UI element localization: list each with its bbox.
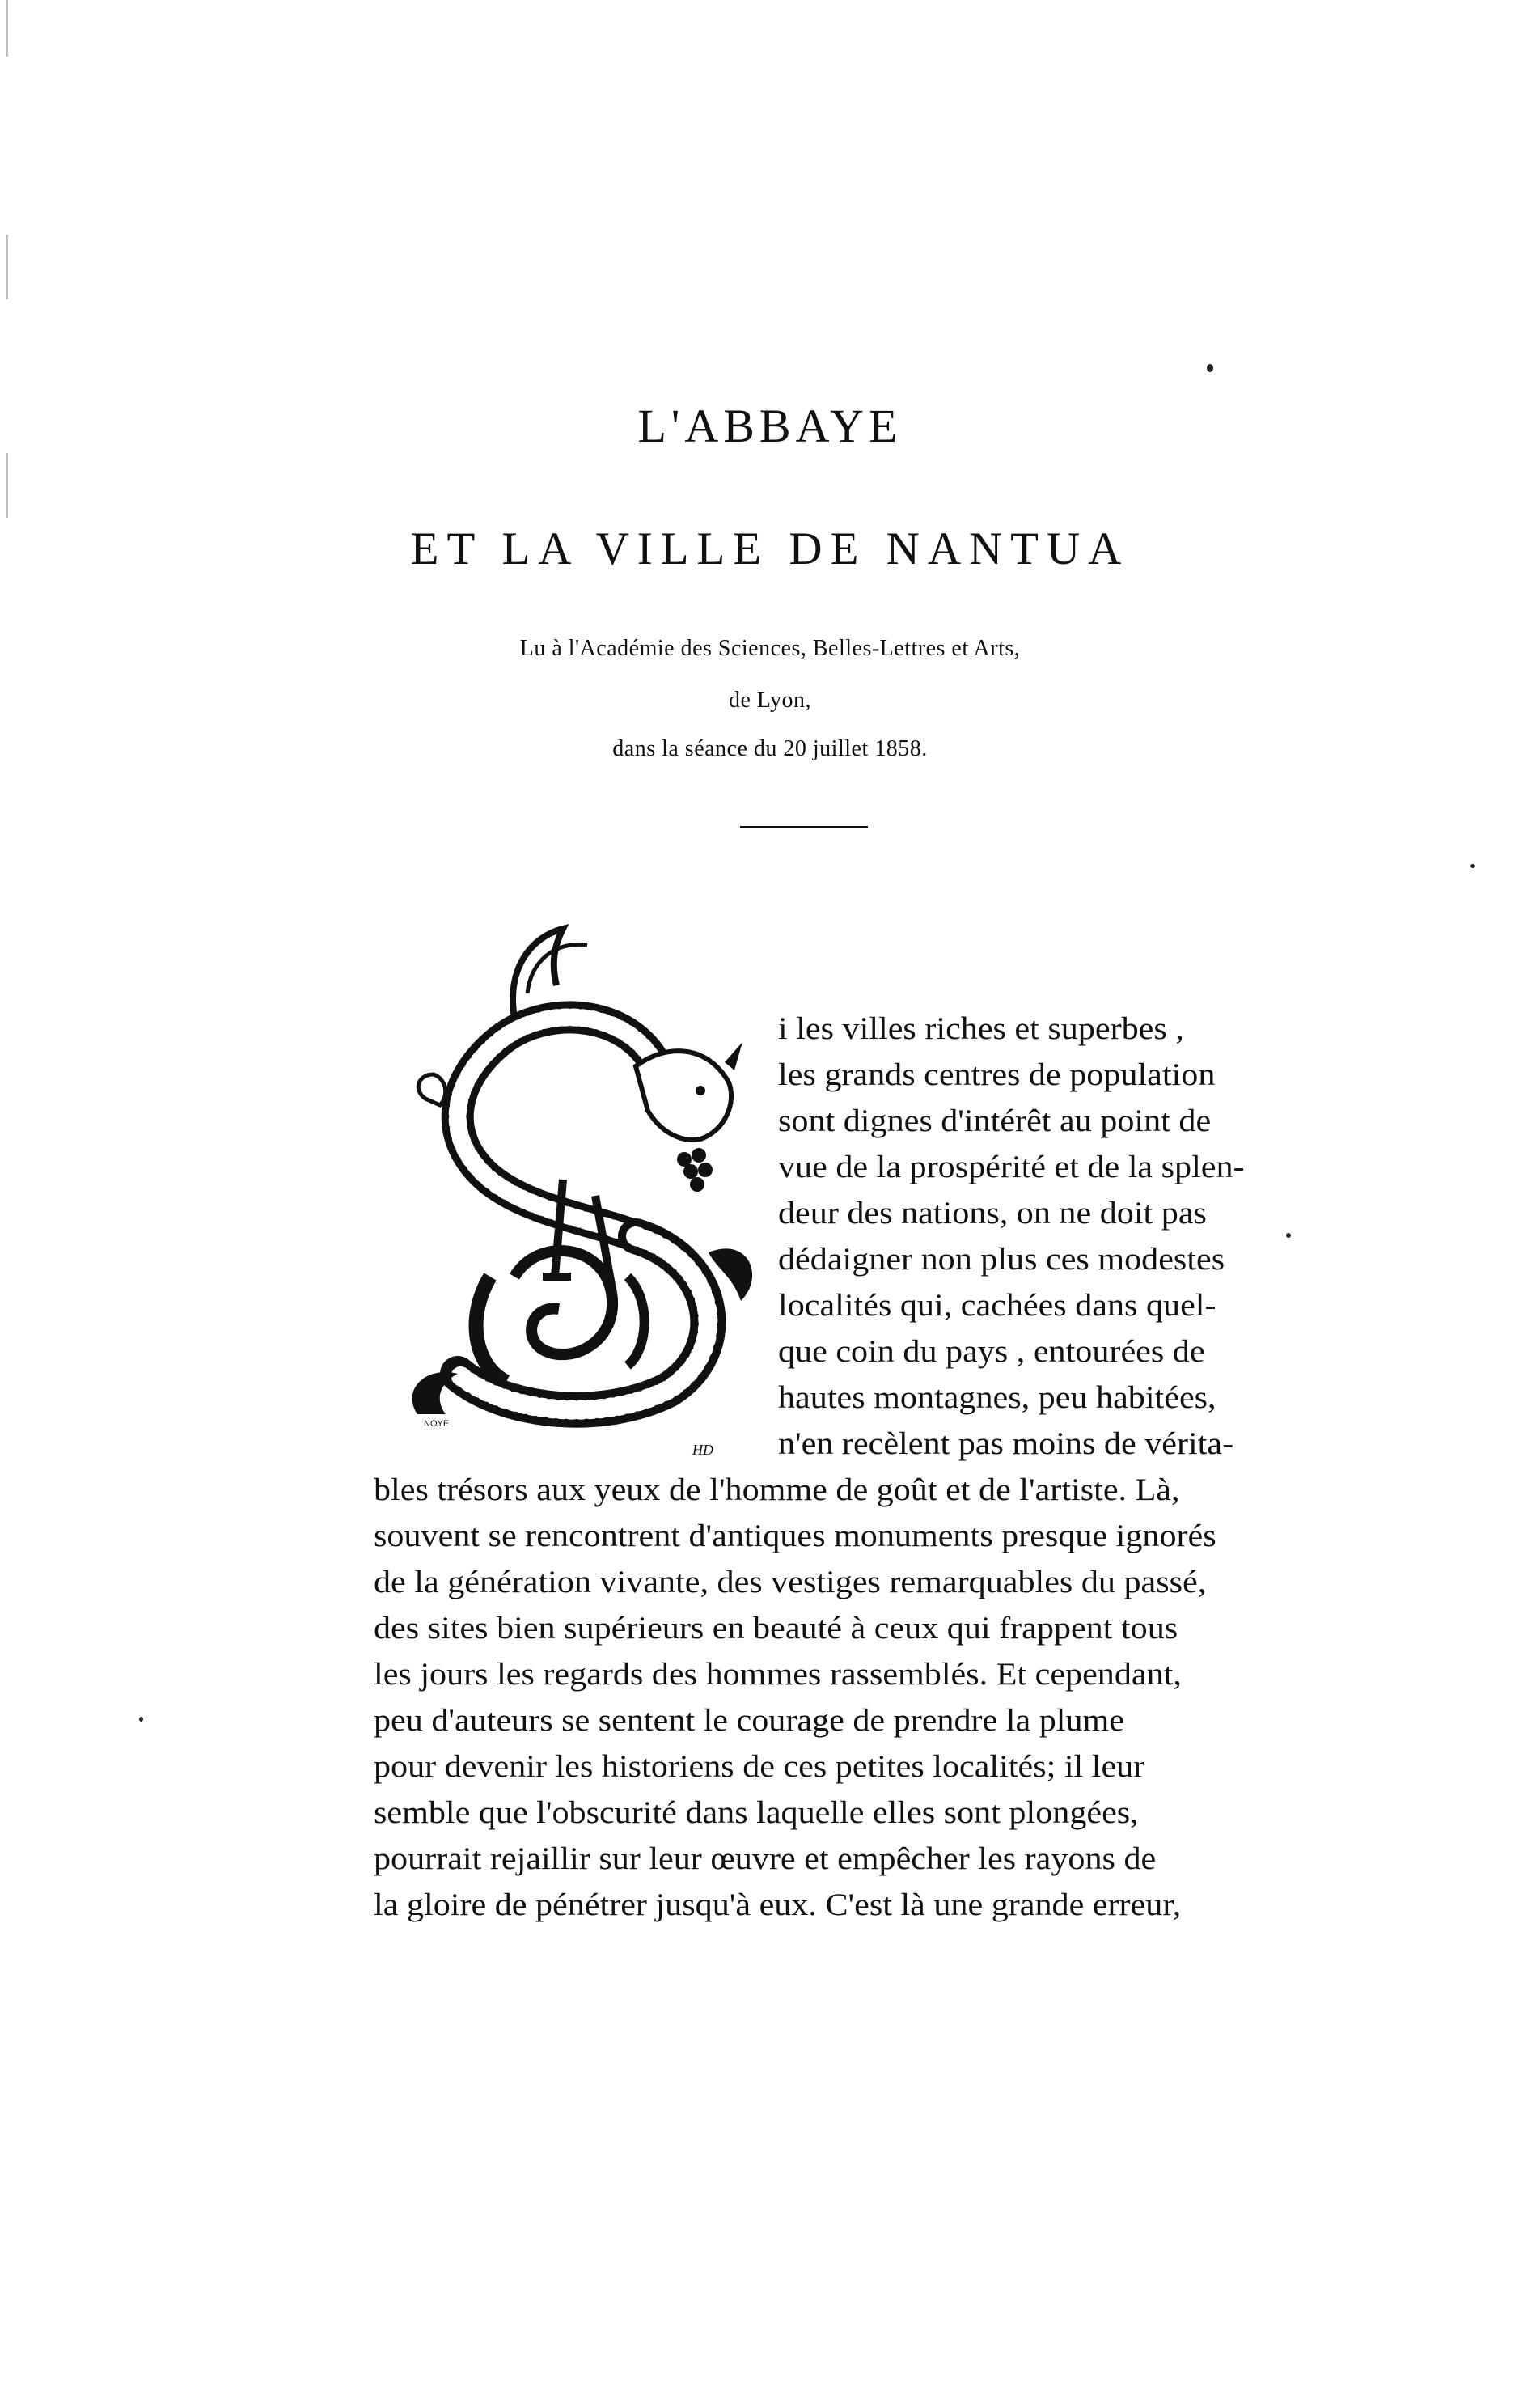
ink-speck [1207,364,1213,372]
body-text-line: semble que l'obscurité dans laquelle elles sont plongées, [374,1795,1139,1830]
engraver-mark-left: NOYE [424,1419,450,1429]
body-text-line: pourrait rejaillir sur leur œuvre et empêcher les rayons de [374,1841,1157,1876]
page-edge-mark [6,0,8,57]
body-text-line: sont dignes d'intérêt au point de [778,1104,1212,1138]
body-text-line: dédaigner non plus ces modestes [778,1242,1225,1277]
subtitle-line: dans la séance du 20 juillet 1858. [612,736,928,761]
body-text-line: n'en recèlent pas moins de vérita- [778,1426,1234,1461]
body-text-line: hautes montagnes, peu habitées, [778,1380,1216,1415]
body-text-line: pour devenir les historiens de ces petites localités; il leur [374,1749,1145,1784]
body-text-line: vue de la prospérité et de la splen- [778,1150,1245,1184]
body-text-line: deur des nations, on ne doit pas [778,1196,1207,1231]
body-text-line: bles trésors aux yeux de l'homme de goût et de l'artiste. Là, [374,1472,1180,1507]
body-text-line: la gloire de pénétrer jusqu'à eux. C'est là une grande erreur, [374,1887,1182,1922]
ink-speck [1286,1233,1291,1238]
page-edge-mark [6,453,8,518]
body-text-line: peu d'auteurs se sentent le courage de prendre la plume [374,1703,1125,1738]
ornamental-initial-art [369,896,773,1463]
body-text-line: les jours les regards des hommes rassemblés. Et cependant, [374,1657,1182,1692]
body-text-line: de la génération vivante, des vestiges remarquables du passé, [374,1565,1207,1599]
body-text-line: des sites bien supérieurs en beauté à ceux qui frappent tous [374,1611,1178,1646]
page-title: L'ABBAYE [637,400,903,452]
page-subtitle-heading: ET LA VILLE DE NANTUA [410,523,1130,574]
ink-speck [139,1717,143,1722]
body-text-line: souvent se rencontrent d'antiques monuments presque ignorés [374,1519,1216,1553]
ornamental-initial [369,896,773,1463]
section-divider [740,826,868,828]
body-text-line: que coin du pays , entourées de [778,1334,1205,1369]
subtitle-line: de Lyon, [729,688,811,713]
body-text-line: i les villes riches et superbes , [778,1011,1184,1046]
engraver-mark-right: HD [692,1442,713,1458]
body-text-line: localités qui, cachées dans quel- [778,1288,1216,1323]
ink-speck [1470,864,1475,868]
page-edge-mark [6,235,8,299]
subtitle-line: Lu à l'Académie des Sciences, Belles-Lettres et Arts, [519,636,1021,661]
drop-cap-letter: S [369,896,370,897]
body-text-line: les grands centres de population [778,1057,1216,1092]
